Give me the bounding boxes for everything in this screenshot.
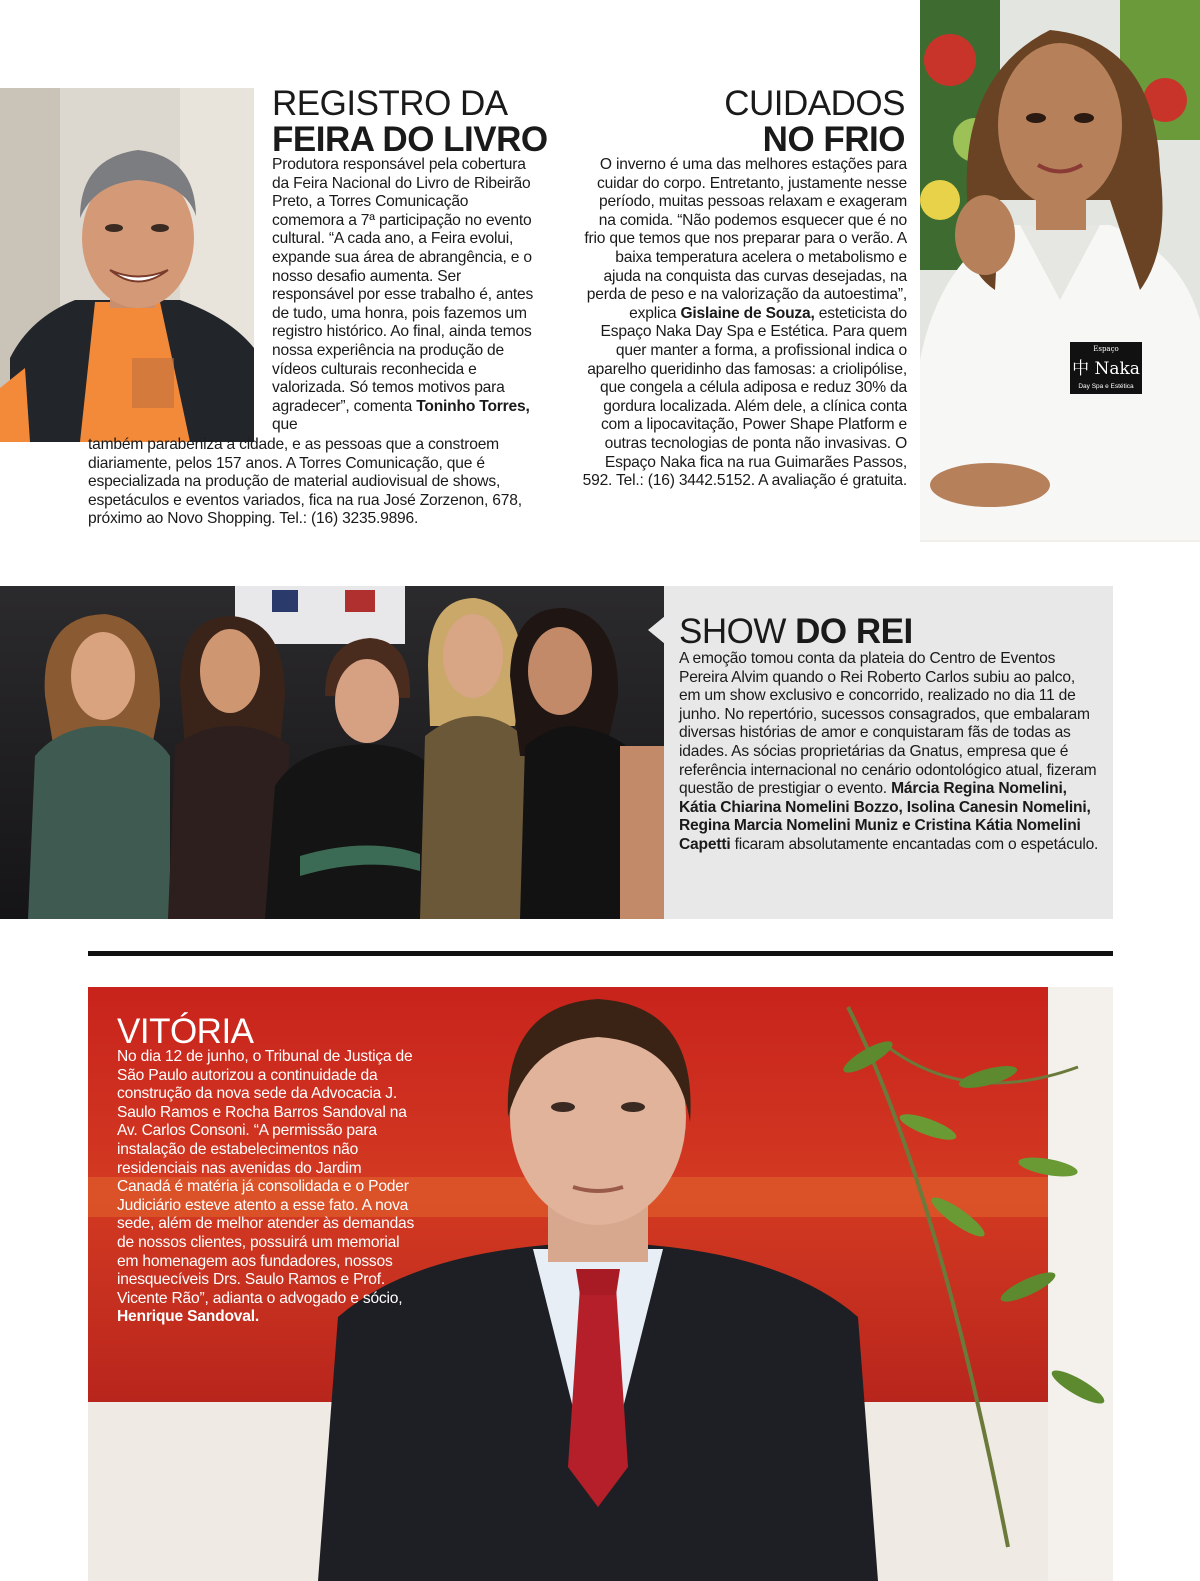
badge-sub-text: Day Spa e Estética [1078,383,1134,390]
vitoria-text-before: No dia 12 de junho, o Tribunal de Justiça de São Paulo autorizou a continuidade da construção da nova sede da Advocacia J. Saulo Ramos e Rocha Barros Sandoval na Av. Carlos Consoni. “A permissão para instalação de estabelecimentos não residenciais nas avenidas do Jardim Canadá é matéria já consolidada e o Poder Judiciário esteve atento a esse fato. A nova sede, além de melhor atender às demandas de nossos clientes, possuirá um memorial em homenagem aos fundadores, nossos inesquecíveis Drs. Saulo Ramos e Prof. Vicente Rão”, adianta o advogado e sócio, [117,1048,415,1307]
article-show-title [679,614,1099,650]
article-feira-title [272,86,572,158]
show-text-after: ficaram absolutamente encantadas com o espetáculo. [730,835,1099,853]
photo-show-do-rei [0,586,664,919]
show-text-before: A emoção tomou conta da plateia do Centro de Eventos Pereira Alvim quando o Rei Roberto Carlos subiu ao palco, em um show exclusivo e concorrido, realizado no dia 11 de junho. No repertório, sucessos consagrados, que embalaram diversas histórias de amor e conquistaram fãs de todas as idades. As sócias proprietárias da Gnatus, empresa que é referência internacional no cenário odontológico atual, fizeram questão de prestigiar o evento. [679,650,1097,798]
show-names: Márcia Regina Nomelini, Kátia Chiarina Nomelini Bozzo, Isolina Canesin Nomelini, Regina Marcia Nomelini Muniz e Cristina Kátia Nomelini Capetti [679,780,1091,853]
vitoria-name: Henrique Sandoval. [117,1308,259,1326]
frio-body [582,156,907,491]
photo-gislaine-de-souza [920,0,1200,542]
frio-title-light: CUIDADOS [724,84,905,123]
badge-small-text: Espaço [1093,345,1119,353]
vitoria-body [117,1048,417,1327]
article-frio-title [560,86,905,158]
vitoria-title: VITÓRIA [117,1012,254,1051]
frio-text-after: esteticista do Espaço Naka Day Spa e Estética. Para quem quer manter a forma, a profissional indica o aparelho queridinho das famosas: a criolipólise, que congela a célula adiposa e reduz 30% da gordura localizada. Além dele, a clínica conta com a lipocavitação, Power Shape Platform e outras tecnologias de ponta não invasivas. O Espaço Naka fica na rua Guimarães Passos, 592. Tel.: (16) 3442.5152. A avaliação é gratuita. [582,304,907,490]
show-title-light: SHOW [679,612,796,651]
frio-title-bold: NO FRIO [762,120,905,159]
badge-logo-text: 中 Naka [1072,359,1140,379]
feira-title-light: REGISTRO DA [272,84,508,123]
feira-text-after-name: que [272,416,298,434]
feira-name: Toninho Torres, [416,397,530,415]
feira-text-top: Produtora responsável pela cobertura da Feira Nacional do Livro de Ribeirão Preto, a Torres Comunicação comemora a 7ª participação no evento cultural. “A cada ano, a Feira evolui, expande sua área de abrangência, e o nosso desafio aumenta. Ser responsável por esse trabalho é, antes de tudo, uma honra, pois fazemos um registro histórico. Ao final, ainda temos nossa experiência na produção de vídeos culturais reconhecida e valorizada. Só temos motivos para agradecer”, comenta [272,156,534,415]
photo-toninho-torres [0,88,254,442]
show-title-bold: DO REI [795,612,913,651]
feira-body-top [272,156,542,435]
feira-title-bold: FEIRA DO LIVRO [272,120,548,159]
feira-body-wide: também parabeniza a cidade, e as pessoas que a constroem diariamente, pelos 157 anos. A Torres Comunicação, que é especializada na produção de material audiovisual de shows, espetáculos e eventos variados, fica na rua José Zorzenon, 678, próximo ao Novo Shopping. Tel.: (16) 3235.9896. [88,436,522,528]
frio-name: Gislaine de Souza, [680,304,815,322]
show-body [679,650,1099,855]
frio-text-before: O inverno é uma das melhores estações para cuidar do corpo. Entretanto, justamente nesse período, muitas pessoas relaxam e exageram na comida. “Não podemos esquecer que é no frio que temos que nos preparar para o verão. A baixa temperatura acelera o metabolismo e ajuda na conquista das curvas desejadas, na perda de peso e na valorização da autoestima”, explica [584,156,907,322]
show-do-rei-panel-arrow [648,616,665,644]
section-divider [88,951,1113,956]
